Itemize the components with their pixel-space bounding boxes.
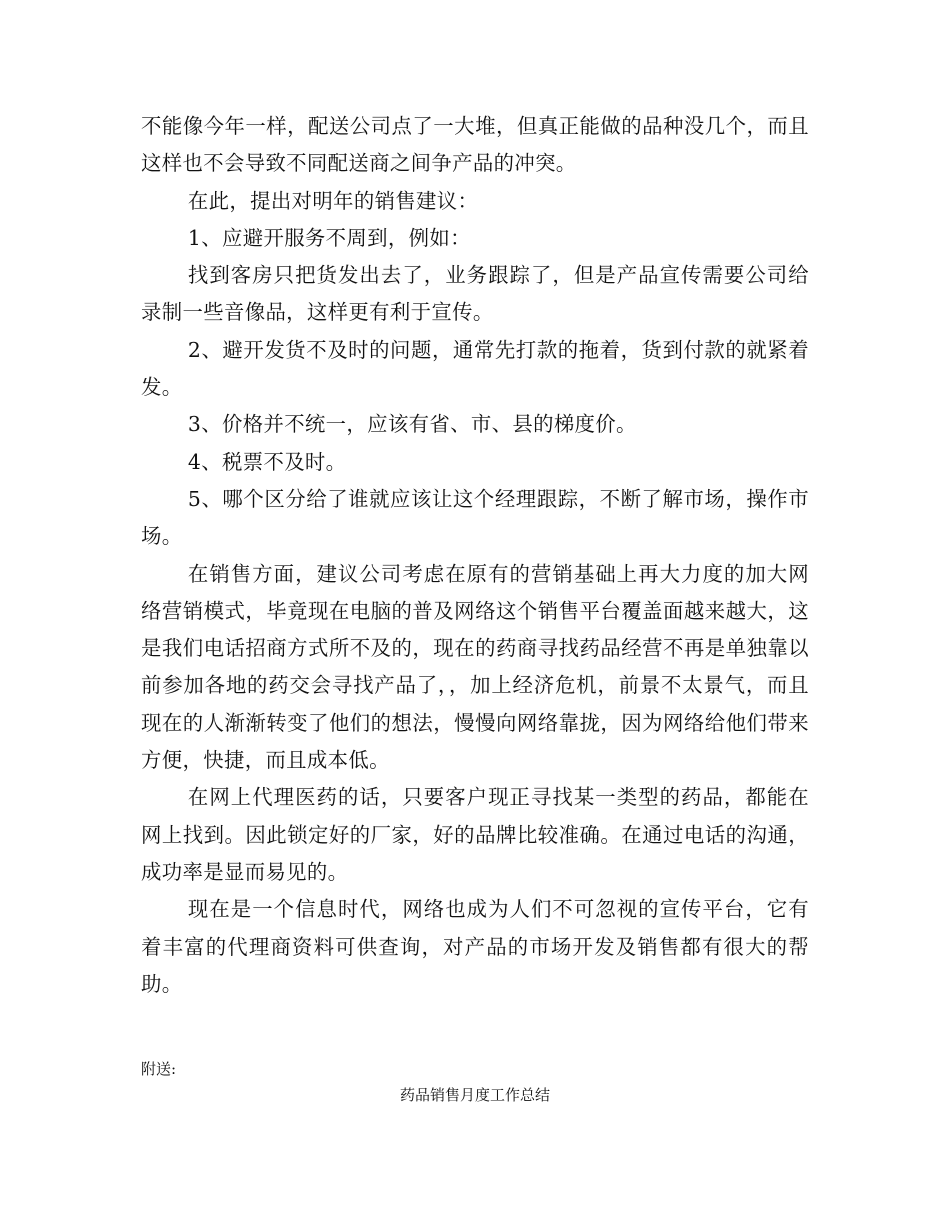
- paragraph: 现在是一个信息时代，网络也成为人们不可忽视的宣传平台，它有着丰富的代理商资料可供查询，对产品的市场开发及销售都有很大的帮助。: [141, 897, 809, 996]
- paragraph: 在网上代理医药的话，只要客户现正寻找某一类型的药品，都能在网上找到。因此锁定好的厂家，好的品牌比较准确。在通过电话的沟通，成功率是显而易见的。: [141, 785, 809, 884]
- paragraph: 不能像今年一样，配送公司点了一大堆，但真正能做的品种没几个，而且这样也不会导致不同配送商之间争产品的冲突。: [141, 114, 809, 176]
- list-item: 4、税票不及时。: [187, 449, 347, 474]
- attachment-title: 药品销售月度工作总结: [399, 1086, 550, 1104]
- attachment-label: 附送:: [141, 1060, 177, 1078]
- list-item: 1、应避开服务不周到，例如：: [187, 225, 471, 250]
- list-item: 3、价格并不统一，应该有省、市、县的梯度价。: [187, 412, 637, 437]
- document-body: [141, 108, 809, 1003]
- list-item: 2、避开发货不及时的问题，通常先打款的拖着，货到付款的就紧着发。: [141, 337, 809, 400]
- list-item: 5、哪个区分给了谁就应该让这个经理跟踪，不断了解市场，操作市场。: [141, 486, 809, 549]
- paragraph: 在销售方面，建议公司考虑在原有的营销基础上再大力度的加大网络营销模式，毕竟现在电脑的普及网络这个销售平台覆盖面越来越大，这是我们电话招商方式所不及的，现在的药商寻找药品经营不再是单独靠以前参加各地的药交会寻找产品了，，加上经济危机，前景不太景气，而且现在的人渐渐转变了他们的想法，慢慢向网络靠拢，因为网络给他们带来方便，快捷，而且成本低。: [141, 561, 809, 773]
- paragraph: 找到客房只把货发出去了，业务跟踪了，但是产品宣传需要公司给录制一些音像品，这样更有利于宣传。: [141, 263, 809, 325]
- paragraph: 在此，提出对明年的销售建议：: [187, 188, 479, 213]
